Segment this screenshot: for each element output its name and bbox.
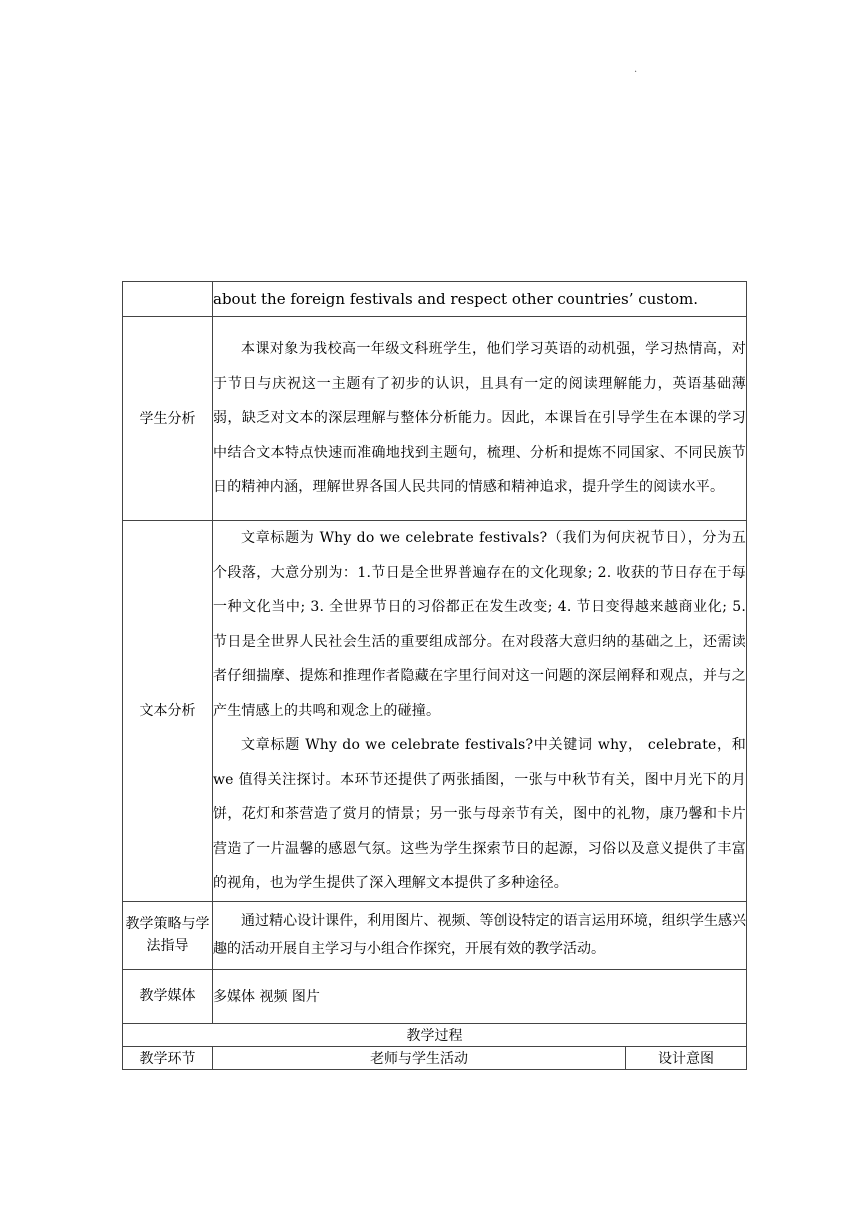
lesson-plan-table <box>122 281 747 1070</box>
table-row <box>123 317 747 521</box>
process-col-intent: 设计意图 <box>626 1046 747 1069</box>
student-analysis-text: 本课对象为我校高一年级文科班学生，他们学习英语的动机强，学习热情高，对于节日与庆祝这一主题有了初步的认识，且具有一定的阅读理解能力，英语基础薄弱，缺乏对文本的深层理解与整体分析能力。因此，本课旨在引导学生在本课的学习中结合文本特点快速而准确地找到主题句，梳理、分析和提炼不同国家、不同民族节日的精神内涵，理解世界各国人民共同的情感和精神追求，提升学生的阅读水平。 <box>213 341 746 496</box>
objective-continuation: about the foreign festivals and respect other countries’ custom. <box>213 282 747 317</box>
table-row <box>123 901 747 969</box>
text-analysis-para-1: 文章标题为 Why do we celebrate festivals?（我们为何庆祝节日），分为五个段落，大意分别为：1.节日是全世界普遍存在的文化现象; 2. 收获的节日存在于每一种文化当中; 3. 全世界节日的习俗都正在发生改变; 4. 节日变得越来越商业化; 5. 节日是全世界人民社会生活的重要组成部分。在对段落大意归纳的基础之上，还需读者仔细揣摩、提炼和推理作者隐藏在字里行间对这一问题的深层阐释和观点，并与之产生情感上的共鸣和观念上的碰撞。 <box>213 530 746 719</box>
text-analysis-label: 文本分析 <box>123 521 213 902</box>
table-row <box>123 282 747 317</box>
process-title: 教学过程 <box>123 1023 747 1046</box>
student-analysis-cell <box>213 317 747 521</box>
strategy-label: 教学策略与学法指导 <box>123 901 213 969</box>
media-text: 多媒体 视频 图片 <box>213 969 747 1023</box>
strategy-text: 通过精心设计课件，利用图片、视频、等创设特定的语言运用环境，组织学生感兴趣的活动开展自主学习与小组合作探究，开展有效的教学活动。 <box>213 901 747 969</box>
page-mark: . <box>634 64 638 75</box>
media-label: 教学媒体 <box>123 969 213 1023</box>
empty-label-cell <box>123 282 213 317</box>
text-analysis-cell <box>213 521 747 902</box>
table-row <box>123 1046 747 1069</box>
text-analysis-para-2: 文章标题 Why do we celebrate festivals?中关键词 why， celebrate，和 we 值得关注探讨。本环节还提供了两张插图，一张与中秋节有关，图中月光下的月饼，花灯和茶营造了赏月的情景；另一张与母亲节有关，图中的礼物，康乃馨和卡片营造了一片温馨的感恩气氛。这些为学生探索节日的起源，习俗以及意义提供了丰富的视角，也为学生提供了深入理解文本提供了多种途径。 <box>213 737 746 891</box>
table-row <box>123 1023 747 1046</box>
table-row <box>123 969 747 1023</box>
process-col-activities: 老师与学生活动 <box>213 1046 626 1069</box>
process-col-stage: 教学环节 <box>123 1046 213 1069</box>
table-row <box>123 521 747 902</box>
student-analysis-label: 学生分析 <box>123 317 213 521</box>
